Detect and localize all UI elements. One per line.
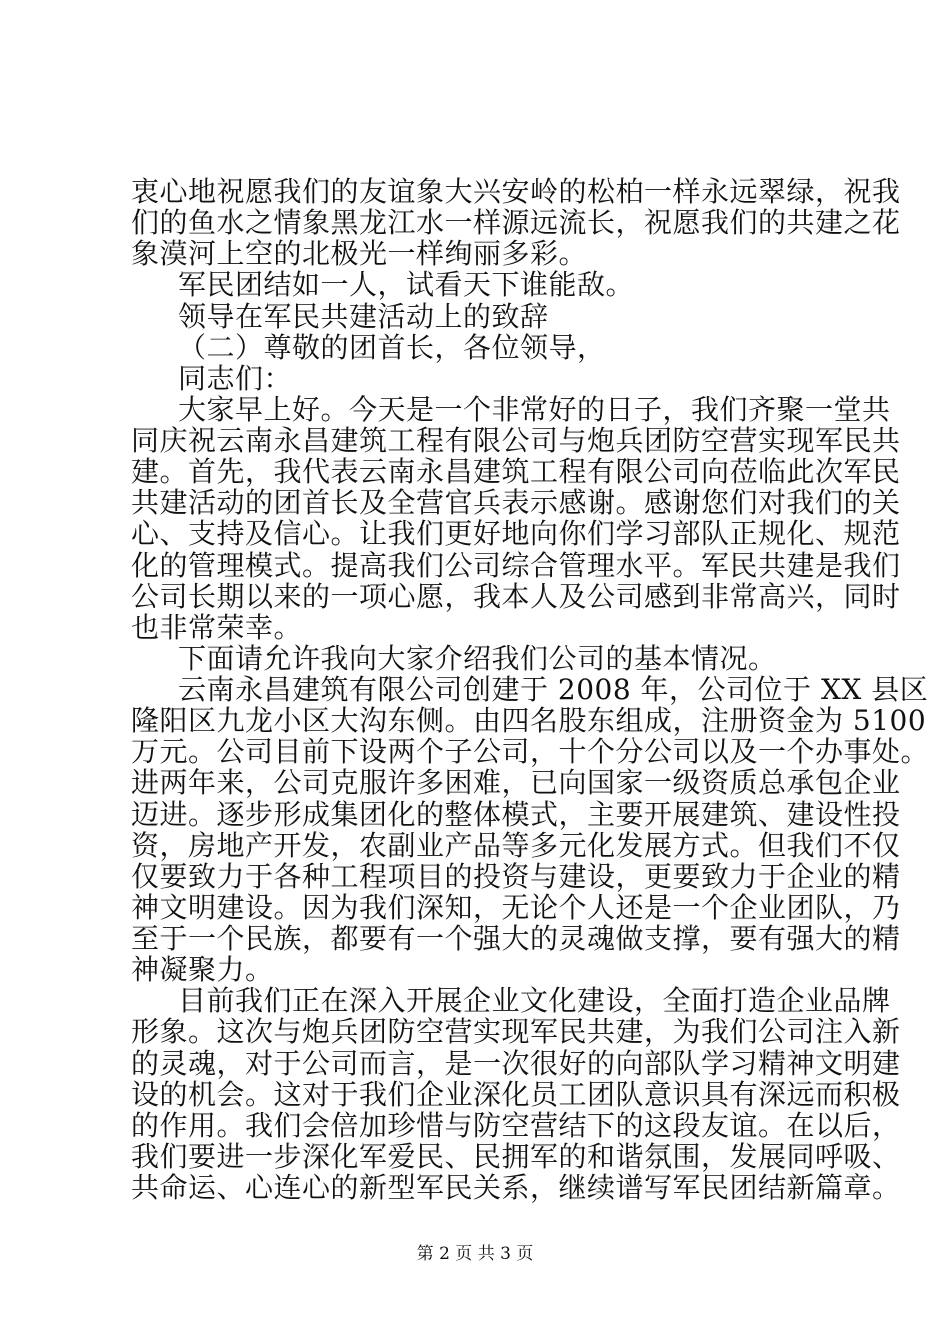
- text-line: 共命运、心连心的新型军民关系，继续谱写军民团结新篇章。: [131, 1171, 901, 1204]
- text-line: 至于一个民族，都要有一个强大的灵魂做支撑，要有强大的精: [131, 922, 901, 955]
- text-line: 们的鱼水之情象黑龙江水一样源远流长，祝愿我们的共建之花: [131, 206, 901, 239]
- text-line: 公司长期以来的一项心愿，我本人及公司感到非常高兴，同时: [131, 580, 901, 613]
- text-line: 领导在军民共建活动上的致辞: [178, 300, 549, 333]
- text-line: 神文明建设。因为我们深知，无论个人还是一个企业团队，乃: [131, 891, 901, 924]
- text-line: 形象。这次与炮兵团防空营实现军民共建，为我们公司注入新: [131, 1015, 901, 1048]
- text-line: 大家早上好。今天是一个非常好的日子，我们齐聚一堂共: [178, 393, 891, 426]
- text-line: 建。首先，我代表云南永昌建筑工程有限公司向莅临此次军民: [131, 455, 901, 488]
- text-line: 的灵魂，对于公司而言，是一次很好的向部队学习精神文明建: [131, 1047, 901, 1080]
- text-line: 仅要致力于各种工程项目的投资与建设，更要致力于企业的精: [131, 860, 901, 893]
- text-line: 迈进。逐步形成集团化的整体模式，主要开展建筑、建设性投: [131, 798, 901, 831]
- text-line: 进两年来，公司克服许多困难，已向国家一级资质总承包企业: [131, 766, 901, 799]
- text-line: 万元。公司目前下设两个子公司，十个分公司以及一个办事处。: [131, 735, 930, 768]
- text-line: 的作用。我们会倍加珍惜与防空营结下的这段友谊。在以后，: [131, 1109, 901, 1142]
- text-line: 目前我们正在深入开展企业文化建设，全面打造企业品牌: [178, 984, 891, 1017]
- text-line: 同庆祝云南永昌建筑工程有限公司与炮兵团防空营实现军民共: [131, 424, 901, 457]
- text-line: 同志们：: [178, 362, 293, 395]
- text-line: 衷心地祝愿我们的友谊象大兴安岭的松柏一样永远翠绿，祝我: [131, 175, 901, 208]
- text-line: 设的机会。这对于我们企业深化员工团队意识具有深远而积极: [131, 1078, 901, 1111]
- text-line: 隆阳区九龙小区大沟东侧。由四名股东组成，注册资金为 5100: [131, 704, 927, 737]
- text-line: 资，房地产开发，农副业产品等多元化发展方式。但我们不仅: [131, 829, 901, 862]
- text-line: 云南永昌建筑有限公司创建于 2008 年，公司位于 XX 县区: [178, 673, 929, 706]
- text-line: 象漠河上空的北极光一样绚丽多彩。: [131, 237, 588, 270]
- text-line: 神凝聚力。: [131, 953, 274, 986]
- page-number-footer: 第 2 页 共 3 页: [416, 1244, 534, 1264]
- text-line: （二）尊敬的团首长，各位领导，: [178, 331, 606, 364]
- text-line: 心、支持及信心。让我们更好地向你们学习部队正规化、规范: [131, 517, 901, 550]
- text-line: 化的管理模式。提高我们公司综合管理水平。军民共建是我们: [131, 549, 901, 582]
- text-line: 我们要进一步深化军爱民、民拥军的和谐氛围，发展同呼吸、: [131, 1140, 901, 1173]
- text-line: 军民团结如一人，试看天下谁能敌。: [178, 268, 635, 301]
- text-line: 共建活动的团首长及全营官兵表示感谢。感谢您们对我们的关: [131, 486, 901, 519]
- text-line: 下面请允许我向大家介绍我们公司的基本情况。: [178, 642, 777, 675]
- text-line: 也非常荣幸。: [131, 611, 303, 644]
